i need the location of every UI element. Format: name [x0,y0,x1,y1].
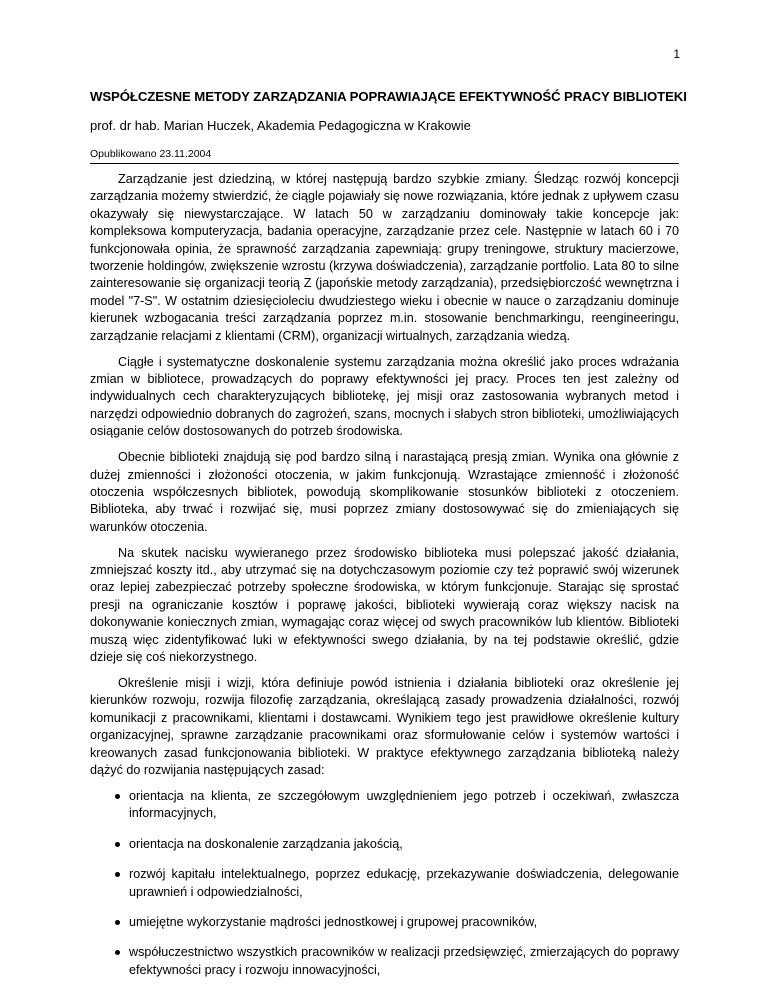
list-item [90,944,679,979]
paragraph: Obecnie biblioteki znajdują się pod bardzo silną i narastającą presją zmian. Wynika ona głównie z dużej zmienności i złożoności otoczenia, w jakim funkcjonują. Wzrastające zmienność i złożoność otoczenia współczesnych bibliotek, powodują skomplikowanie stosunków biblioteki z otoczeniem. Biblioteka, aby trwać i rozwijać się, musi poprzez zmiany dostosowywać się do zmieniających się warunków otoczenia. [90,450,679,534]
list-item-text: rozwój kapitału intelektualnego, poprzez edukację, przekazywanie doświadczenia, delegowanie uprawnień i odpowiedzialności, [129,867,679,899]
list-item [90,866,679,901]
bullet-icon [115,950,120,955]
bullet-icon [115,872,120,877]
document-body [90,171,679,992]
list-item-text: umiejętne wykorzystanie mądrości jednostkowej i grupowej pracowników, [129,914,538,929]
document-title: WSPÓŁCZESNE METODY ZARZĄDZANIA POPRAWIAJĄCE EFEKTYWNOŚĆ PRACY BIBLIOTEKI [90,89,687,104]
paragraph: Zarządzanie jest dziedziną, w której następują bardzo szybkie zmiany. Śledząc rozwój koncepcji zarządzania możemy stwierdzić, że ciągle pojawiały się nowe rozwiązania, które jednak z upływem czasu okazywały się niewystarczające. W latach 50 w zarządzaniu dominowały takie koncepcje jak: kompleksowa komputeryzacja, badania operacyjne, zarządzanie przez cele. Następnie w latach 60 i 70 funkcjonowała opinia, że sprawność zarządzania zapewniają: grupy treningowe, struktury macierzowe, tworzenie holdingów, zwiększenie wzrostu (krzywa doświadczenia), zarządzanie portfolio. Lata 80 to silne zainteresowanie się organizacji teorią Z (japońskie metody zarządzania), przedsiębiorczość wewnętrzna i model "7-S". W ostatnim dziesięcioleciu dwudziestego wieku i obecnie w nauce o zarządzaniu dominuje kierunek wzbogacania treści zarządzania poprzez m.in. stosowanie benchmarkingu, reengineeringu, zarządzanie relacjami z klientami (CRM), organizacji wirtualnych, zarządzania wiedzą. [90,172,679,343]
bullet-icon [115,794,120,799]
list-item-text: orientacja na doskonalenie zarządzania jakością, [129,836,403,851]
principles-list [90,788,679,979]
paragraph: Ciągłe i systematyczne doskonalenie systemu zarządzania można określić jako proces wdrażania zmian w bibliotece, prowadzących do poprawy efektywności jej pracy. Proces ten jest zależny od indywidualnych cech charakteryzujących bibliotekę, jej misji oraz zastosowania wybranych metod i narzędzi odpowiednio dobranych do zagrożeń, szans, mocnych i słabych stron biblioteki, umożliwiających osiąganie celów dostosowanych do potrzeb środowiska. [90,354,679,439]
bullet-icon [115,842,120,847]
list-item [90,836,679,853]
list-item [90,788,679,823]
publication-date: Opublikowano 23.11.2004 [90,148,212,160]
paragraph: Na skutek nacisku wywieranego przez środowisko biblioteka musi polepszać jakość działania, zmniejszać koszty itd., aby utrzymać się na dotychczasowym poziomie czy też poprawić swój wizerunek oraz lepiej zabezpieczać potrzeby społeczne środowiska, w którym funkcjonuje. Starając się sprostać presji na ograniczanie kosztów i poprawę jakości, biblioteki wywierają coraz większy nacisk na dokonywanie koniecznych zmian, wymagając coraz więcej od swych pracowników lub klientów. Biblioteki muszą więc zidentyfikować luki w efektywności swego działania, by na tej podstawie określić, gdzie dzieje się coś niekorzystnego. [90,545,679,665]
list-item-text: współuczestnictwo wszystkich pracowników w realizacji przedsięwzięć, zmierzających do poprawy efektywności pracy i rozwoju innowacyjności, [129,945,679,977]
bullet-icon [115,920,120,925]
list-item [90,914,679,931]
horizontal-divider [90,163,679,164]
page-number: 1 [673,47,680,61]
paragraph: Określenie misji i wizji, która definiuje powód istnienia i działania biblioteki oraz określenie jej kierunków rozwoju, rozwija filozofię zarządzania, określającą zasady prowadzenia działalności, rozwój komunikacji z pracownikami, klientami i dostawcami. Wynikiem tego jest prawidłowe określenie kultury organizacyjnej, sprawne zarządzanie pracownikami oraz sformułowanie celów i systemów wartości i kreowanych zasad funkcjonowania biblioteki. W praktyce efektywnego zarządzania biblioteką należy dążyć do rozwijania następujących zasad: [90,675,679,777]
list-item-text: orientacja na klienta, ze szczegółowym uwzględnieniem jego potrzeb i oczekiwań, zwłaszcza informacyjnych, [129,788,679,821]
author-line: prof. dr hab. Marian Huczek, Akademia Pedagogiczna w Krakowie [90,118,471,133]
